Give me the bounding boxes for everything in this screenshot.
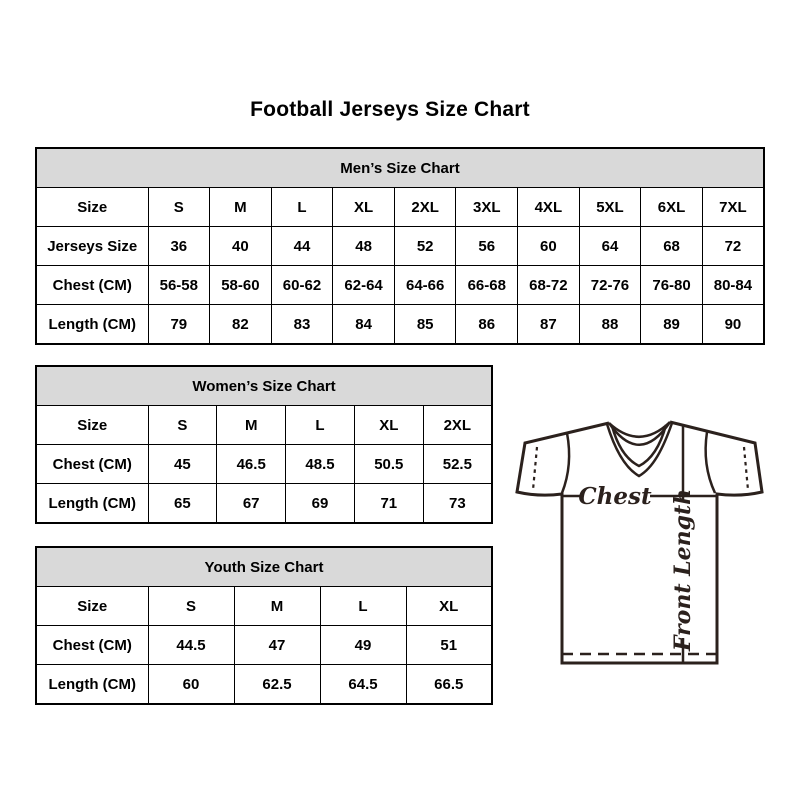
value-cell: 5XL — [579, 188, 641, 227]
row-label: Length (CM) — [36, 665, 148, 705]
value-cell: XL — [406, 587, 492, 626]
table-row — [36, 305, 764, 345]
value-cell: 76-80 — [641, 266, 703, 305]
value-cell: 6XL — [641, 188, 703, 227]
front-length-label: Front Length — [670, 488, 696, 652]
right-cuff-stitch — [744, 447, 748, 490]
value-cell: M — [210, 188, 272, 227]
row-label: Jerseys Size — [36, 227, 148, 266]
page-title: Football Jerseys Size Chart — [250, 98, 530, 121]
table-title-row — [36, 547, 492, 587]
value-cell: 47 — [234, 626, 320, 665]
value-cell: XL — [354, 406, 423, 445]
value-cell: 44.5 — [148, 626, 234, 665]
value-cell: XL — [333, 188, 395, 227]
table-row — [36, 484, 492, 524]
value-cell: 68-72 — [518, 266, 580, 305]
value-cell: 67 — [217, 484, 286, 524]
row-label: Chest (CM) — [36, 626, 148, 665]
row-label: Chest (CM) — [36, 445, 148, 484]
value-cell: 73 — [423, 484, 492, 524]
value-cell: 60 — [148, 665, 234, 705]
value-cell: 49 — [320, 626, 406, 665]
value-cell: 46.5 — [217, 445, 286, 484]
value-cell: 2XL — [423, 406, 492, 445]
youth-size-chart-table — [35, 546, 493, 705]
value-cell: M — [234, 587, 320, 626]
value-cell: 66.5 — [406, 665, 492, 705]
value-cell: L — [320, 587, 406, 626]
value-cell: 69 — [286, 484, 355, 524]
table-row — [36, 665, 492, 705]
value-cell: 44 — [271, 227, 333, 266]
value-cell: 51 — [406, 626, 492, 665]
value-cell: 71 — [354, 484, 423, 524]
row-label: Length (CM) — [36, 305, 148, 345]
value-cell: 58-60 — [210, 266, 272, 305]
table-row — [36, 626, 492, 665]
value-cell: 60-62 — [271, 266, 333, 305]
value-cell: 85 — [394, 305, 456, 345]
value-cell: 64.5 — [320, 665, 406, 705]
value-cell: S — [148, 587, 234, 626]
value-cell: 45 — [148, 445, 217, 484]
row-label: Length (CM) — [36, 484, 148, 524]
value-cell: 52.5 — [423, 445, 492, 484]
value-cell: L — [286, 406, 355, 445]
value-cell: 2XL — [394, 188, 456, 227]
table-row — [36, 266, 764, 305]
value-cell: 60 — [518, 227, 580, 266]
value-cell: 68 — [641, 227, 703, 266]
table-row — [36, 188, 764, 227]
value-cell: 88 — [579, 305, 641, 345]
value-cell: 72-76 — [579, 266, 641, 305]
value-cell: 36 — [148, 227, 210, 266]
youth-table-title: Youth Size Chart — [36, 547, 492, 587]
value-cell: 86 — [456, 305, 518, 345]
value-cell: S — [148, 406, 217, 445]
value-cell: 56-58 — [148, 266, 210, 305]
value-cell: 83 — [271, 305, 333, 345]
value-cell: 84 — [333, 305, 395, 345]
chest-label: Chest — [578, 483, 652, 510]
value-cell: 7XL — [702, 188, 764, 227]
mens-size-chart-table — [35, 147, 765, 345]
value-cell: 80-84 — [702, 266, 764, 305]
mens-table-title: Men’s Size Chart — [36, 148, 764, 188]
value-cell: 64 — [579, 227, 641, 266]
row-label: Size — [36, 406, 148, 445]
womens-size-chart-table — [35, 365, 493, 524]
table-row — [36, 406, 492, 445]
value-cell: 87 — [518, 305, 580, 345]
value-cell: 65 — [148, 484, 217, 524]
value-cell: 48 — [333, 227, 395, 266]
left-cuff-stitch — [533, 447, 537, 490]
value-cell: 90 — [702, 305, 764, 345]
value-cell: L — [271, 188, 333, 227]
value-cell: 72 — [702, 227, 764, 266]
value-cell: 48.5 — [286, 445, 355, 484]
jersey-body-outline — [517, 422, 762, 663]
table-row — [36, 227, 764, 266]
womens-table-title: Women’s Size Chart — [36, 366, 492, 406]
table-row — [36, 445, 492, 484]
value-cell: S — [148, 188, 210, 227]
right-armhole-seam — [706, 432, 715, 493]
table-title-row — [36, 366, 492, 406]
jersey-measurement-diagram — [505, 410, 773, 672]
value-cell: 82 — [210, 305, 272, 345]
table-title-row — [36, 148, 764, 188]
value-cell: 62.5 — [234, 665, 320, 705]
value-cell: 64-66 — [394, 266, 456, 305]
row-label: Chest (CM) — [36, 266, 148, 305]
value-cell: 3XL — [456, 188, 518, 227]
value-cell: 62-64 — [333, 266, 395, 305]
value-cell: 56 — [456, 227, 518, 266]
jersey-outline-icon — [505, 410, 773, 672]
row-label: Size — [36, 587, 148, 626]
value-cell: M — [217, 406, 286, 445]
value-cell: 4XL — [518, 188, 580, 227]
value-cell: 50.5 — [354, 445, 423, 484]
value-cell: 66-68 — [456, 266, 518, 305]
value-cell: 40 — [210, 227, 272, 266]
value-cell: 89 — [641, 305, 703, 345]
value-cell: 52 — [394, 227, 456, 266]
row-label: Size — [36, 188, 148, 227]
left-armhole-seam — [562, 433, 569, 493]
table-row — [36, 587, 492, 626]
value-cell: 79 — [148, 305, 210, 345]
